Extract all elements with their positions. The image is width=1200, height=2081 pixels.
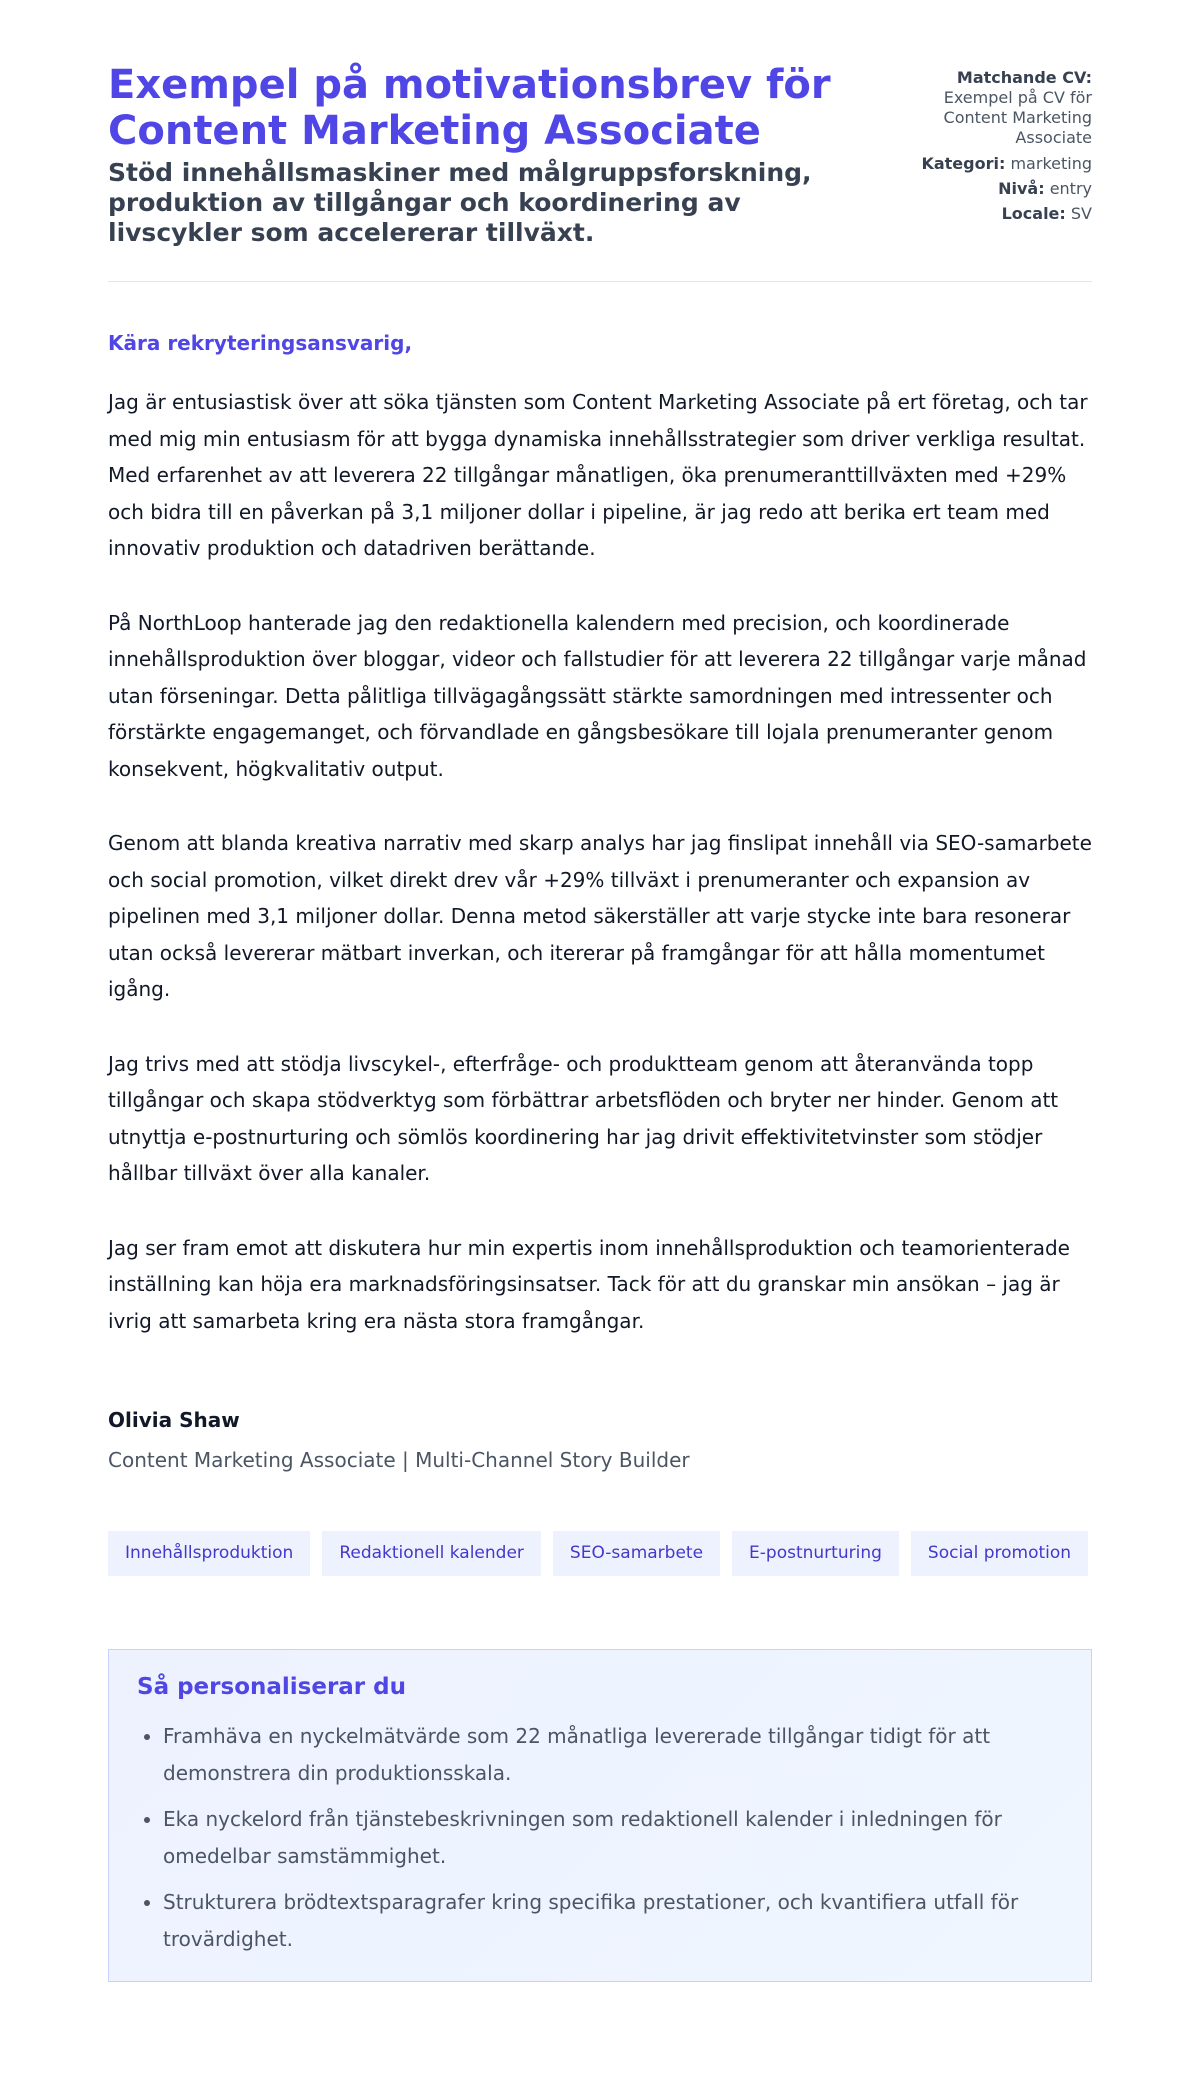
category-value: marketing — [1010, 154, 1092, 173]
meta-panel — [902, 62, 1092, 229]
locale-label: Locale: — [1001, 204, 1066, 223]
matching-cv-label: Matchande CV: — [956, 68, 1092, 87]
signature-title: Content Marketing Associate | Multi-Channel Story Builder — [108, 1448, 690, 1472]
skill-tag: Redaktionell kalender — [322, 1531, 541, 1576]
skill-tag: E-postnurturing — [732, 1531, 899, 1576]
letter-paragraph: På NorthLoop hanterade jag den redaktionella kalendern med precision, och koordinerade innehållsproduktion över bloggar, videor och fallstudier för att leverera 22 tillgångar varje månad utan förseningar. Detta pålitliga tillvägagångssätt stärkte samordningen med intressenter och förstärkte engagemanget, och förvandlade en gångsbesökare till lojala prenumeranter genom konsekvent, högkvalitativ output. — [108, 610, 1087, 781]
category-row — [902, 154, 1092, 174]
skill-tag: SEO-samarbete — [553, 1531, 720, 1576]
skill-tag: Innehållsproduktion — [108, 1531, 310, 1576]
tip-item: • Framhäva en nyckelmätvärde som 22 månatliga levererade tillgångar tidigt för att demonstrera din produktionsskala. — [163, 1718, 1063, 1791]
level-row — [902, 179, 1092, 199]
locale-row — [902, 204, 1092, 224]
tips-list — [137, 1718, 1063, 1957]
signature-name: Olivia Shaw — [108, 1408, 240, 1432]
skill-tag: Social promotion — [911, 1531, 1088, 1576]
title-block — [108, 62, 868, 248]
letter-paragraph: Jag trivs med att stödja livscykel-, efterfråge- och produktteam genom att återanvända topp tillgångar och skapa stödverktyg som förbättrar arbetsflöden och bryter ner hinder. Genom att utnyttja e-postnurturing och sömlös koordinering har jag drivit effektivitetvinster som stödjer hållbar tillväxt över alla kanaler. — [108, 1051, 1059, 1185]
skill-tags — [108, 1531, 1092, 1576]
level-label: Nivå: — [998, 179, 1045, 198]
header-divider — [108, 281, 1092, 282]
matching-cv — [902, 68, 1092, 148]
signature-block — [108, 1407, 1092, 1473]
tip-item: • Strukturera brödtextsparagrafer kring specifika prestationer, och kvantifiera utfall för trovärdighet. — [163, 1884, 1063, 1957]
page-header — [108, 62, 1092, 248]
letter-body — [108, 384, 1092, 1339]
personalization-tips — [108, 1649, 1092, 1982]
page-title: Exempel på motivationsbrev för Content Marketing Associate — [108, 62, 831, 154]
level-value: entry — [1049, 179, 1092, 198]
page-subtitle: Stöd innehållsmaskiner med målgruppsforskning, produktion av tillgångar och koordinering av livscykler som accelererar tillväxt. — [108, 158, 812, 247]
letter-greeting: Kära rekryteringsansvarig, — [108, 331, 413, 355]
locale-value: SV — [1070, 204, 1092, 223]
matching-cv-value: Exempel på CV för Content Marketing Associate — [943, 88, 1092, 147]
tip-item: • Eka nyckelord från tjänstebeskrivningen som redaktionell kalender i inledningen för omedelbar samstämmighet. — [163, 1801, 1063, 1874]
category-label: Kategori: — [921, 154, 1006, 173]
letter-paragraph: Genom att blanda kreativa narrativ med skarp analys har jag finslipat innehåll via SEO-samarbete och social promotion, vilket direkt drev vår +29% tillväxt i prenumeranter och expansion av pipelinen med 3,1 miljoner dollar. Denna metod säkerställer att varje stycke inte bara resonerar utan också levererar mätbart inverkan, och itererar på framgångar för att hålla momentumet igång. — [108, 831, 1092, 1001]
letter-paragraph: Jag ser fram emot att diskutera hur min expertis inom innehållsproduktion och teamorienterade inställning kan höja era marknadsföringsinsatser. Tack för att du granskar min ansökan – jag är ivrig att samarbeta kring era nästa stora framgångar. — [108, 1235, 1070, 1333]
tips-title: Så personaliserar du — [137, 1674, 406, 1700]
letter-paragraph: Jag är entusiastisk över att söka tjänsten som Content Marketing Associate på ert företag, och tar med mig min entusiasm för att bygga dynamiska innehållsstrategier som driver verkliga resultat. Med erfarenhet av att leverera 22 tillgångar månatligen, öka prenumeranttillväxten med +29% och bidra till en påverkan på 3,1 miljoner dollar i pipeline, är jag redo att berika ert team med innovativ produktion och datadriven berättande. — [108, 390, 1088, 560]
